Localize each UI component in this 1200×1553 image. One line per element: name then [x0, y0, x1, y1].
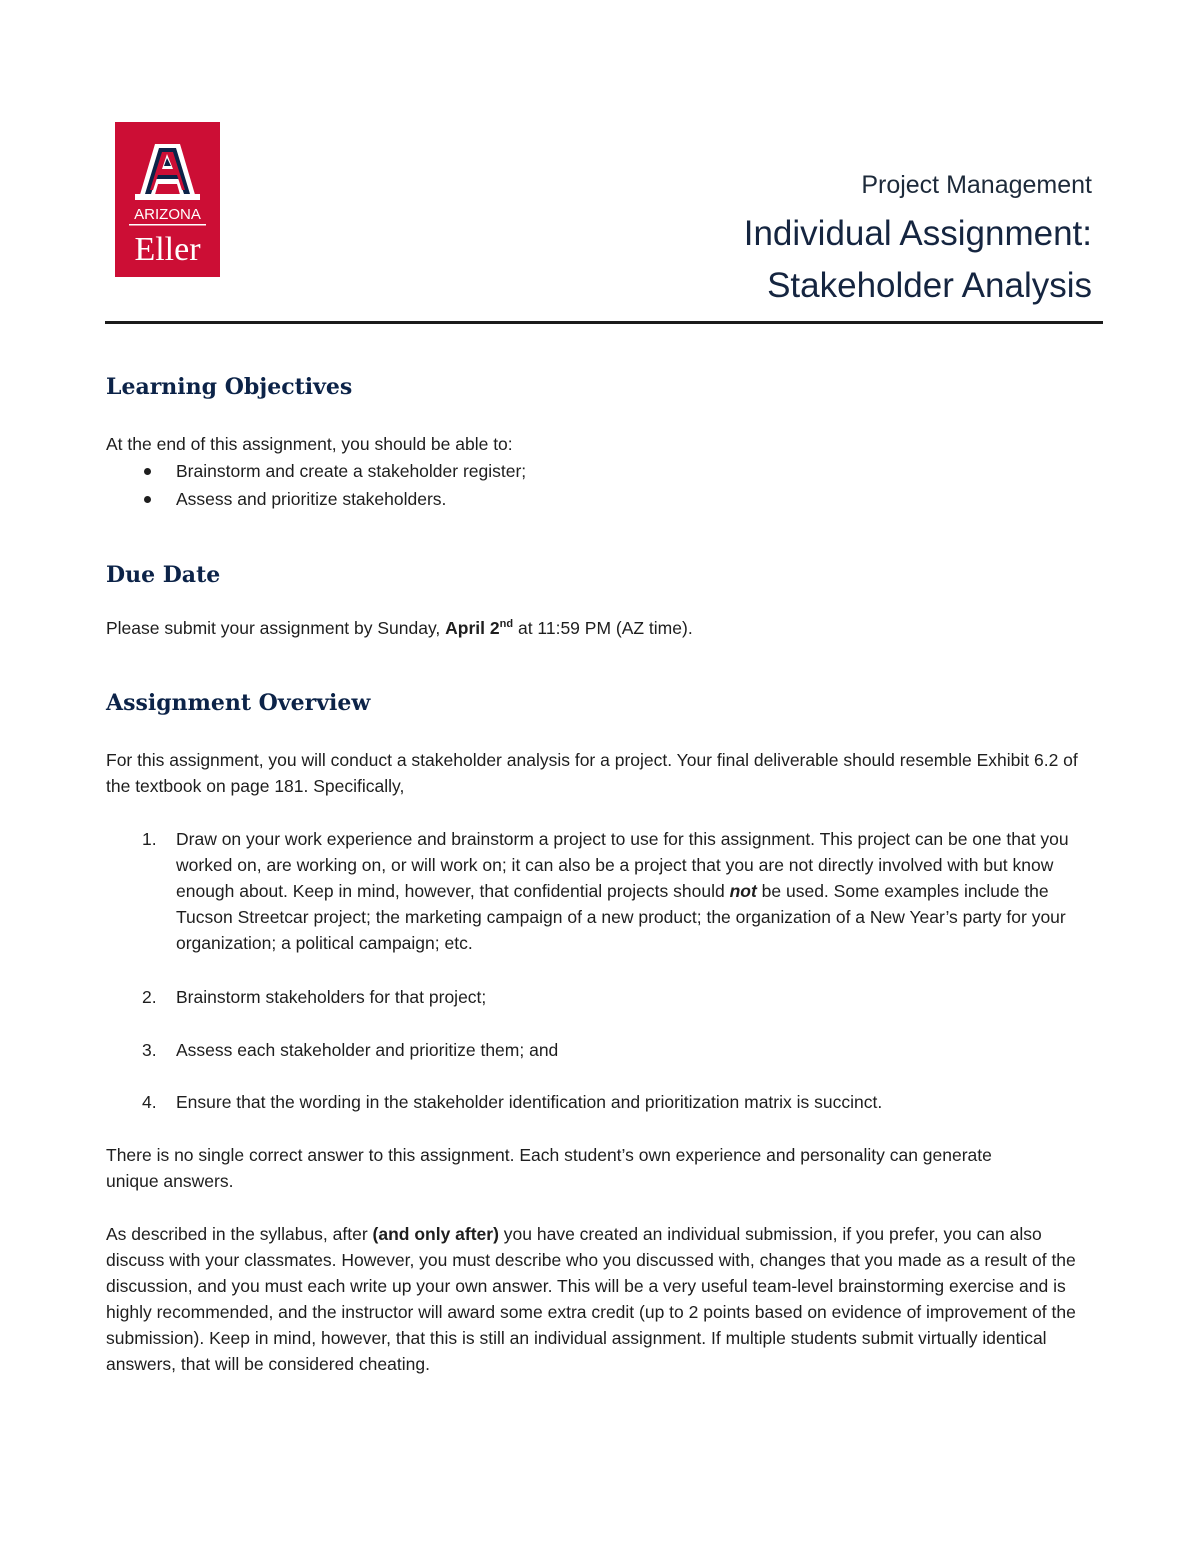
- learning-objectives-heading: Learning Objectives: [106, 374, 353, 400]
- collaboration-paragraph: As described in the syllabus, after (and only after) you have created an individual submission, if you prefer, you can also discuss with your classmates. However, you must describe who you discussed with, changes that you made as a result of the discussion, and you must each write up your own answer. This will be a very useful team-level brainstorming exercise and is highly recommended, and the instructor will award some extra credit (up to 2 points based on evidence of improvement of the submission). Keep in mind, however, that this is still an individual assignment. If multiple students submit virtually identical answers, that will be considered cheating.: [106, 1224, 1076, 1374]
- list-item: Assess and prioritize stakeholders.: [106, 485, 526, 513]
- step-text: Ensure that the wording in the stakeholder identification and prioritization matrix is succinct.: [176, 1092, 883, 1112]
- overview-intro: For this assignment, you will conduct a stakeholder analysis for a project. Your final deliverable should resemble Exhibit 6.2 of the textbook on page 181. Specifically,: [106, 750, 1078, 796]
- step-text: Brainstorm stakeholders for that project;: [176, 987, 487, 1007]
- step-text: Assess each stakeholder and prioritize them; and: [176, 1040, 559, 1060]
- due-date-text: Please submit your assignment by Sunday, April 2nd at 11:59 PM (AZ time).: [106, 618, 693, 638]
- course-title: Project Management: [861, 171, 1092, 199]
- assignment-title-line-2: Stakeholder Analysis: [767, 266, 1092, 305]
- step-number: 4.: [142, 1092, 157, 1112]
- header-divider: [105, 321, 1103, 324]
- learning-objectives-list: [106, 457, 526, 513]
- logo-arizona-text: ARIZONA: [134, 206, 201, 223]
- assignment-title-line-1: Individual Assignment:: [743, 214, 1092, 253]
- logo-eller-text: Eller: [134, 231, 201, 268]
- logo-graphic: [115, 122, 220, 277]
- step-text: Draw on your work experience and brainstorm a project to use for this assignment. This project can be one that you worked on, are working on, or will work on; it can also be a project that you are not directly involved with but know enough about. Keep in mind, however, that confidential projects should not be used. Some examples include the Tucson Streetcar project; the marketing campaign of a new product; the organization of a New Year’s party for your organization; a political campaign; etc.: [176, 829, 1069, 953]
- arizona-eller-logo: [115, 122, 220, 277]
- document-header: [744, 168, 1092, 312]
- step-number: 3.: [142, 1040, 157, 1060]
- list-item: Brainstorm and create a stakeholder register;: [106, 457, 526, 485]
- no-single-answer-paragraph: There is no single correct answer to this assignment. Each student’s own experience and personality can generate unique answers.: [106, 1145, 992, 1191]
- due-date-heading: Due Date: [106, 562, 221, 588]
- assignment-overview-heading: Assignment Overview: [106, 690, 371, 716]
- step-number: 1.: [142, 829, 157, 849]
- learning-intro: At the end of this assignment, you should be able to:: [106, 434, 513, 454]
- bullet-icon: [144, 468, 151, 475]
- bullet-icon: [144, 496, 151, 503]
- step-number: 2.: [142, 987, 157, 1007]
